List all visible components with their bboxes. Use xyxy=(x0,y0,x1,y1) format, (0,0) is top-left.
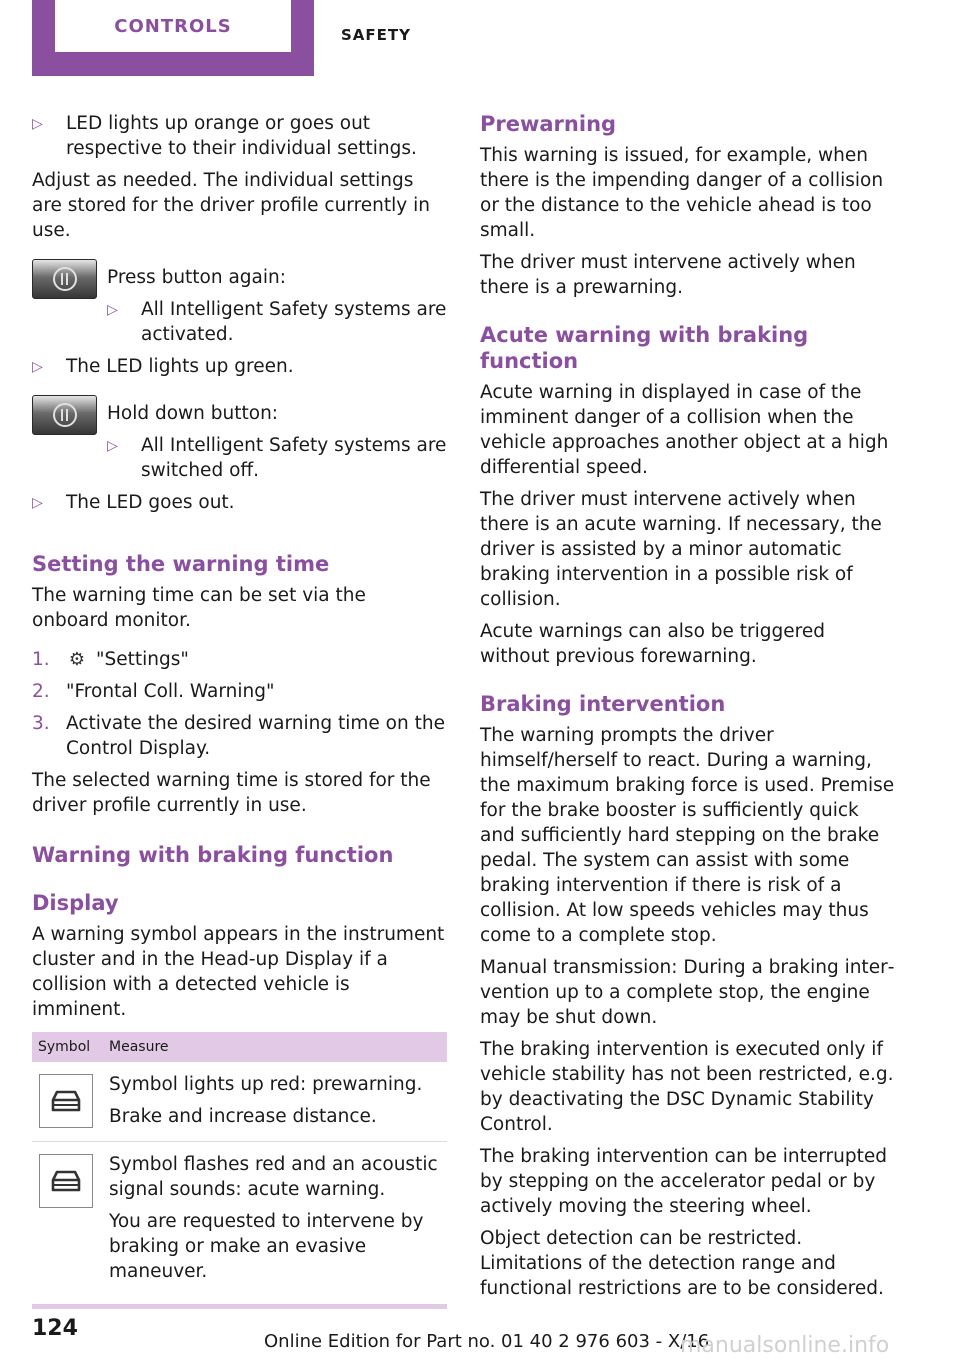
paragraph: The braking intervention is executed only if vehicle stability has not been restricted, e.g. by deactivating the DSC Dynamic Stability Control. xyxy=(480,1039,894,1135)
tab-controls[interactable]: CONTROLS xyxy=(55,0,291,52)
heading-warning-time: Setting the warning time xyxy=(32,552,330,576)
page-number: 124 xyxy=(32,1316,78,1341)
watermark: manualsonline.info xyxy=(680,1333,890,1358)
hold-down-row xyxy=(32,401,447,483)
list-item: ▷ All Intelligent Safety systems are activated. xyxy=(107,299,447,345)
paragraph: Acute warning in displayed in case of the imminent danger of a collision when the vehicle approaches another object at a high differential speed. xyxy=(480,382,889,478)
table-row: Symbol flashes red and an acoustic signal sounds: acute warning. You are requested to intervene by braking or make an evasive maneuver. xyxy=(32,1142,447,1297)
hold-down-label: Hold down button: xyxy=(107,403,279,424)
list-item: ▷ All Intelligent Safety systems are switched off. xyxy=(107,435,447,481)
paragraph: Manual transmission: During a braking intervention up to a complete stop, the engine may be shut down. xyxy=(480,957,895,1028)
column-header-measure: Measure xyxy=(103,1032,447,1062)
paragraph: Adjust as needed. The individual settings are stored for the driver profile currently in use. xyxy=(32,170,430,241)
tab-safety[interactable]: SAFETY xyxy=(341,26,411,44)
paragraph: The braking intervention can be interrupted by stepping on the accelerator pedal or by actively moving the steering wheel. xyxy=(480,1146,888,1217)
left-column xyxy=(32,111,447,1309)
step-item: 3. Activate the desired warning time on the Control Display. xyxy=(32,713,445,759)
heading-prewarning: Prewarning xyxy=(480,112,617,136)
intelligent-safety-button-icon xyxy=(32,395,97,435)
table-row: Symbol lights up red: prewarning. Brake and increase distance. xyxy=(32,1062,447,1142)
step-item: 2. "Frontal Coll. Warning" xyxy=(32,681,275,702)
step-item: 1. ⚙ "Settings" xyxy=(32,649,189,670)
right-column xyxy=(480,111,898,1308)
paragraph: The warning prompts the driver himself/herself to react. During a warning, the maximum braking force is used. Premise for the brake booster is sufficiently quick and sufficiently hard stepping on the brake pedal. The system can assist with some braking intervention if there is risk of a collision. At low speeds vehicles may thus come to a complete stop. xyxy=(480,725,895,946)
settings-gear-icon: ⚙ xyxy=(68,649,86,670)
paragraph: Acute warnings can also be triggered without previous forewarning. xyxy=(480,621,825,667)
heading-display: Display xyxy=(32,891,119,915)
press-again-row xyxy=(32,265,447,347)
triangle-bullet-icon: ▷ xyxy=(107,438,118,454)
heading-acute-warning: Acute warning with braking function xyxy=(480,323,809,373)
paragraph: This warning is issued, for example, when there is the impending danger of a collision or the distance to the vehicle ahead is too small. xyxy=(480,145,884,241)
list-item: ▷ LED lights up orange or goes out respective to their individual settings. xyxy=(32,113,417,159)
heading-braking-intervention: Braking intervention xyxy=(480,692,726,716)
heading-braking-function: Warning with braking function xyxy=(32,843,394,867)
edition-footer: Online Edition for Part no. 01 40 2 976 603 - X/16 xyxy=(264,1331,710,1352)
paragraph: The driver must intervene actively when there is a prewarning. xyxy=(480,252,856,298)
triangle-bullet-icon: ▷ xyxy=(32,495,43,511)
symbol-table xyxy=(32,1032,447,1296)
paragraph: The warning time can be set via the onboard monitor. xyxy=(32,585,366,631)
paragraph: Object detection can be restricted. Limitations of the detection range and functional restrictions are to be considered. xyxy=(480,1228,884,1299)
paragraph: A warning symbol appears in the instrument cluster and in the Head-up Display if a collision with a detected vehicle is imminent. xyxy=(32,924,445,1020)
list-item: ▷ The LED goes out. xyxy=(32,490,447,515)
triangle-bullet-icon: ▷ xyxy=(32,116,43,132)
list-item: ▷ The LED lights up green. xyxy=(32,354,447,379)
triangle-bullet-icon: ▷ xyxy=(32,359,43,375)
car-collision-warning-icon xyxy=(39,1154,93,1208)
intelligent-safety-button-icon xyxy=(32,259,97,299)
column-header-symbol: Symbol xyxy=(32,1032,103,1062)
triangle-bullet-icon: ▷ xyxy=(107,302,118,318)
paragraph: The selected warning time is stored for the driver profile currently in use. xyxy=(32,770,431,816)
press-again-label: Press button again: xyxy=(107,267,286,288)
paragraph: The driver must intervene actively when there is an acute warning. If necessary, the driver is assisted by a minor automatic braking intervention in a possible risk of collision. xyxy=(480,489,882,610)
car-collision-warning-icon xyxy=(39,1074,93,1128)
table-bottom-rule xyxy=(32,1304,447,1309)
